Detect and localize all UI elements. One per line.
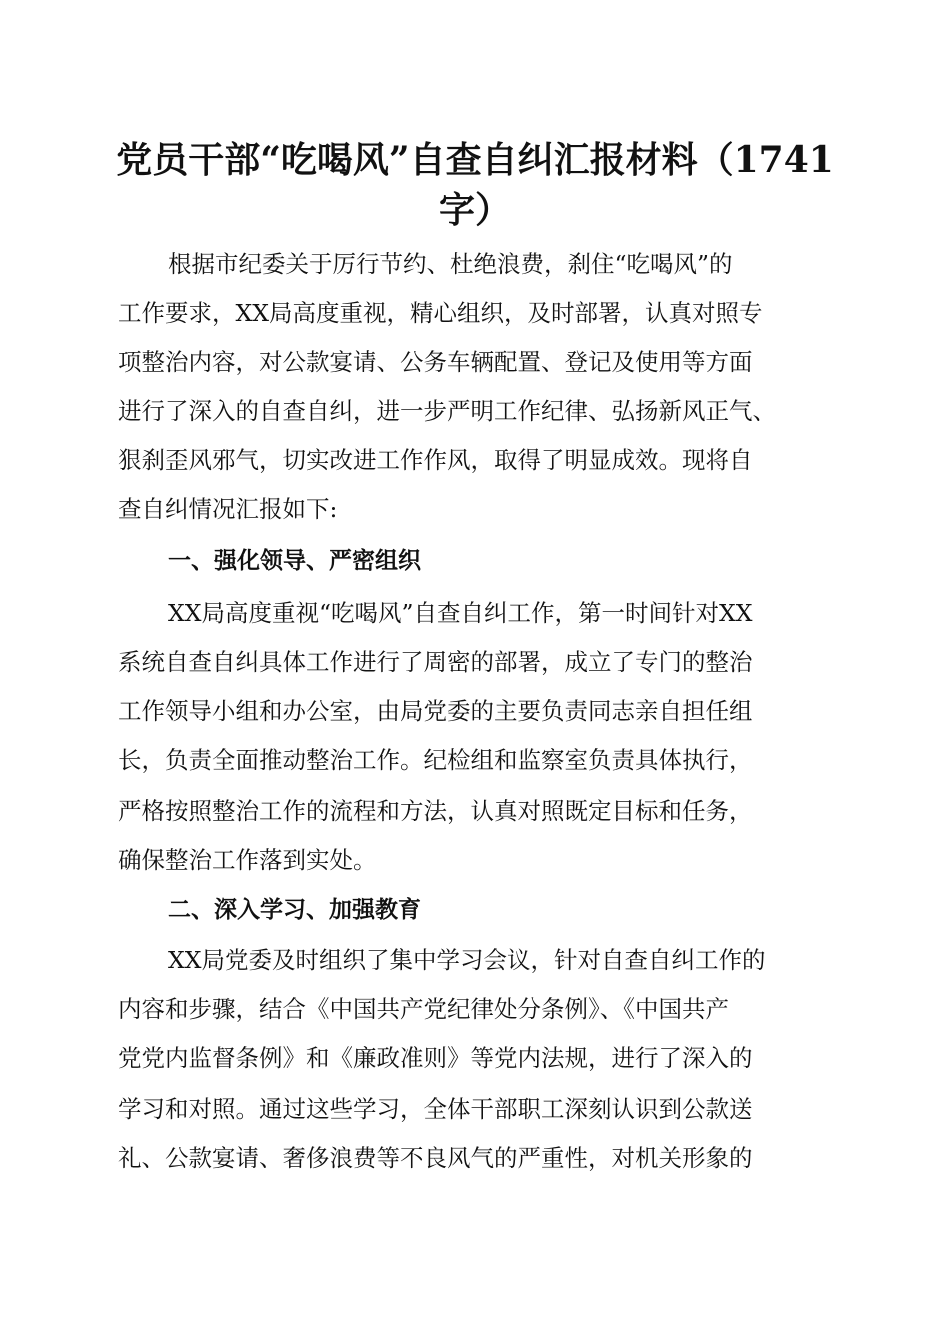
document-title-line-1: 党员干部“吃喝风”自查自纠汇报材料（1741	[116, 139, 834, 181]
section-2-heading: 二、深入学习、加强教育	[168, 897, 421, 923]
section-1-line-4: 长，负责全面推动整治工作。纪检组和监察室负责具体执行，	[118, 746, 753, 774]
section-2-line-2: 内容和步骤，结合《中国共产党纪律处分条例》、《中国共产	[118, 995, 729, 1023]
section-1-line-5: 严格按照整治工作的流程和方法，认真对照既定目标和任务，	[118, 797, 753, 825]
section-2-line-1: XX局党委及时组织了集中学习会议，针对自查自纠工作的	[168, 946, 766, 974]
section-1-heading: 一、强化领导、严密组织	[168, 548, 421, 574]
intro-line-5: 狠刹歪风邪气，切实改进工作作风，取得了明显成效。现将自	[118, 446, 753, 474]
section-2-line-3: 党党内监督条例》和《廉政准则》等党内法规，进行了深入的	[118, 1044, 753, 1072]
intro-line-2: 工作要求，XX局高度重视，精心组织，及时部署，认真对照专	[118, 299, 763, 327]
section-2-line-5: 礼、公款宴请、奢侈浪费等不良风气的严重性，对机关形象的	[118, 1144, 753, 1172]
intro-line-4: 进行了深入的自查自纠，进一步严明工作纪律、弘扬新风正气、	[118, 397, 776, 425]
section-1-line-1: XX局高度重视“吃喝风”自查自纠工作，第一时间针对XX	[168, 599, 753, 627]
section-1-line-2: 系统自查自纠具体工作进行了周密的部署，成立了专门的整治	[118, 648, 753, 676]
section-1-line-3: 工作领导小组和办公室，由局党委的主要负责同志亲自担任组	[118, 697, 753, 725]
intro-line-6: 查自纠情况汇报如下:	[118, 495, 338, 523]
document-title-line-2: 字）	[438, 189, 511, 231]
section-2-line-4: 学习和对照。通过这些学习，全体干部职工深刻认识到公款送	[118, 1095, 753, 1123]
section-1-line-6: 确保整治工作落到实处。	[118, 846, 377, 874]
intro-line-1: 根据市纪委关于厉行节约、杜绝浪费，刹住“吃喝风”的	[168, 250, 733, 278]
intro-line-3: 项整治内容，对公款宴请、公务车辆配置、登记及使用等方面	[118, 348, 753, 376]
